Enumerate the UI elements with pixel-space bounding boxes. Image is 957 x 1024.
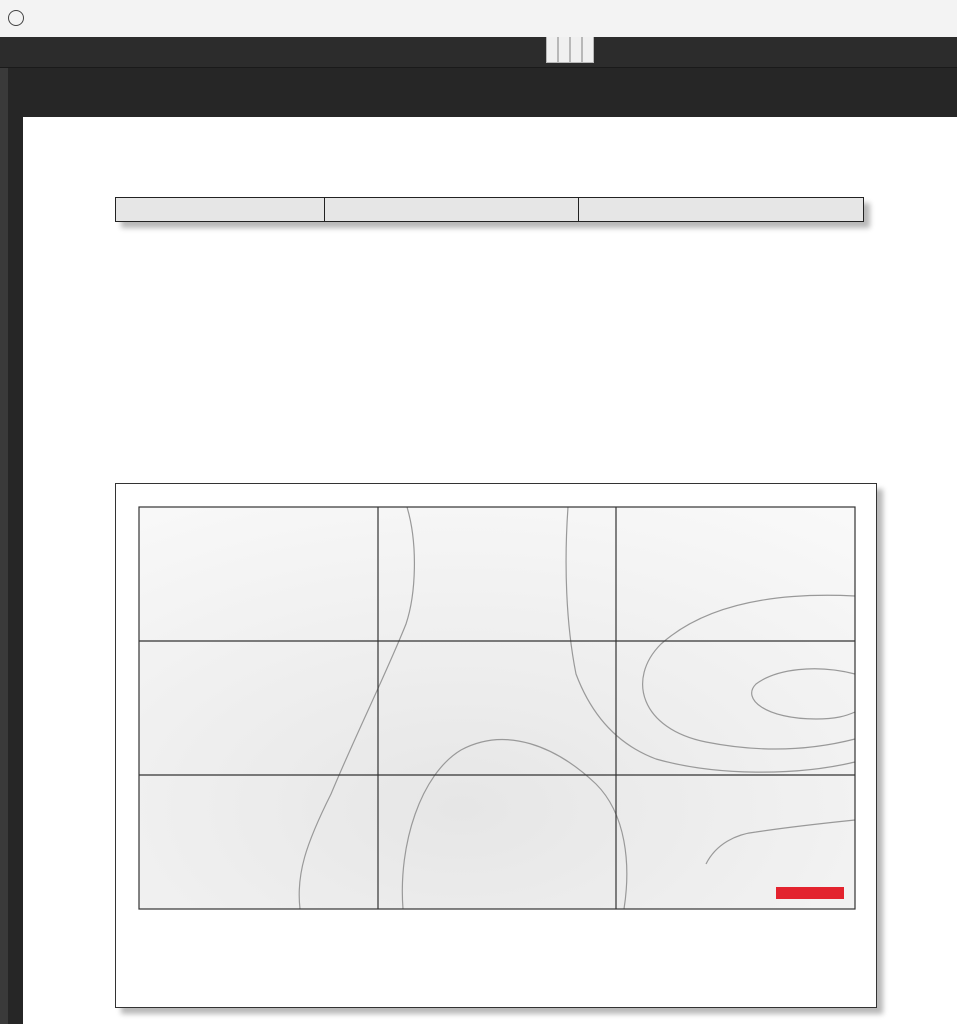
uniformity-map-svg [116, 484, 876, 1007]
uniformity-chart [115, 483, 877, 1008]
title-bar [0, 0, 957, 37]
toolbar [0, 37, 957, 68]
header-luminance [325, 198, 579, 222]
header-quadrant [116, 198, 325, 222]
tab-osd-settings[interactable] [582, 37, 594, 63]
table-header-row [116, 198, 864, 222]
logo-red-bar [776, 887, 844, 899]
luminance-table [115, 197, 864, 222]
datacolor-logo [673, 876, 848, 902]
header-difference [579, 198, 864, 222]
map-background [139, 507, 855, 909]
app-icon [8, 10, 24, 26]
left-panel-edge [0, 68, 8, 1024]
tab-bar [546, 37, 594, 63]
tab-brightness-contrast[interactable] [570, 37, 582, 63]
tab-tone-response[interactable] [558, 37, 570, 63]
tab-gamut[interactable] [546, 37, 558, 63]
